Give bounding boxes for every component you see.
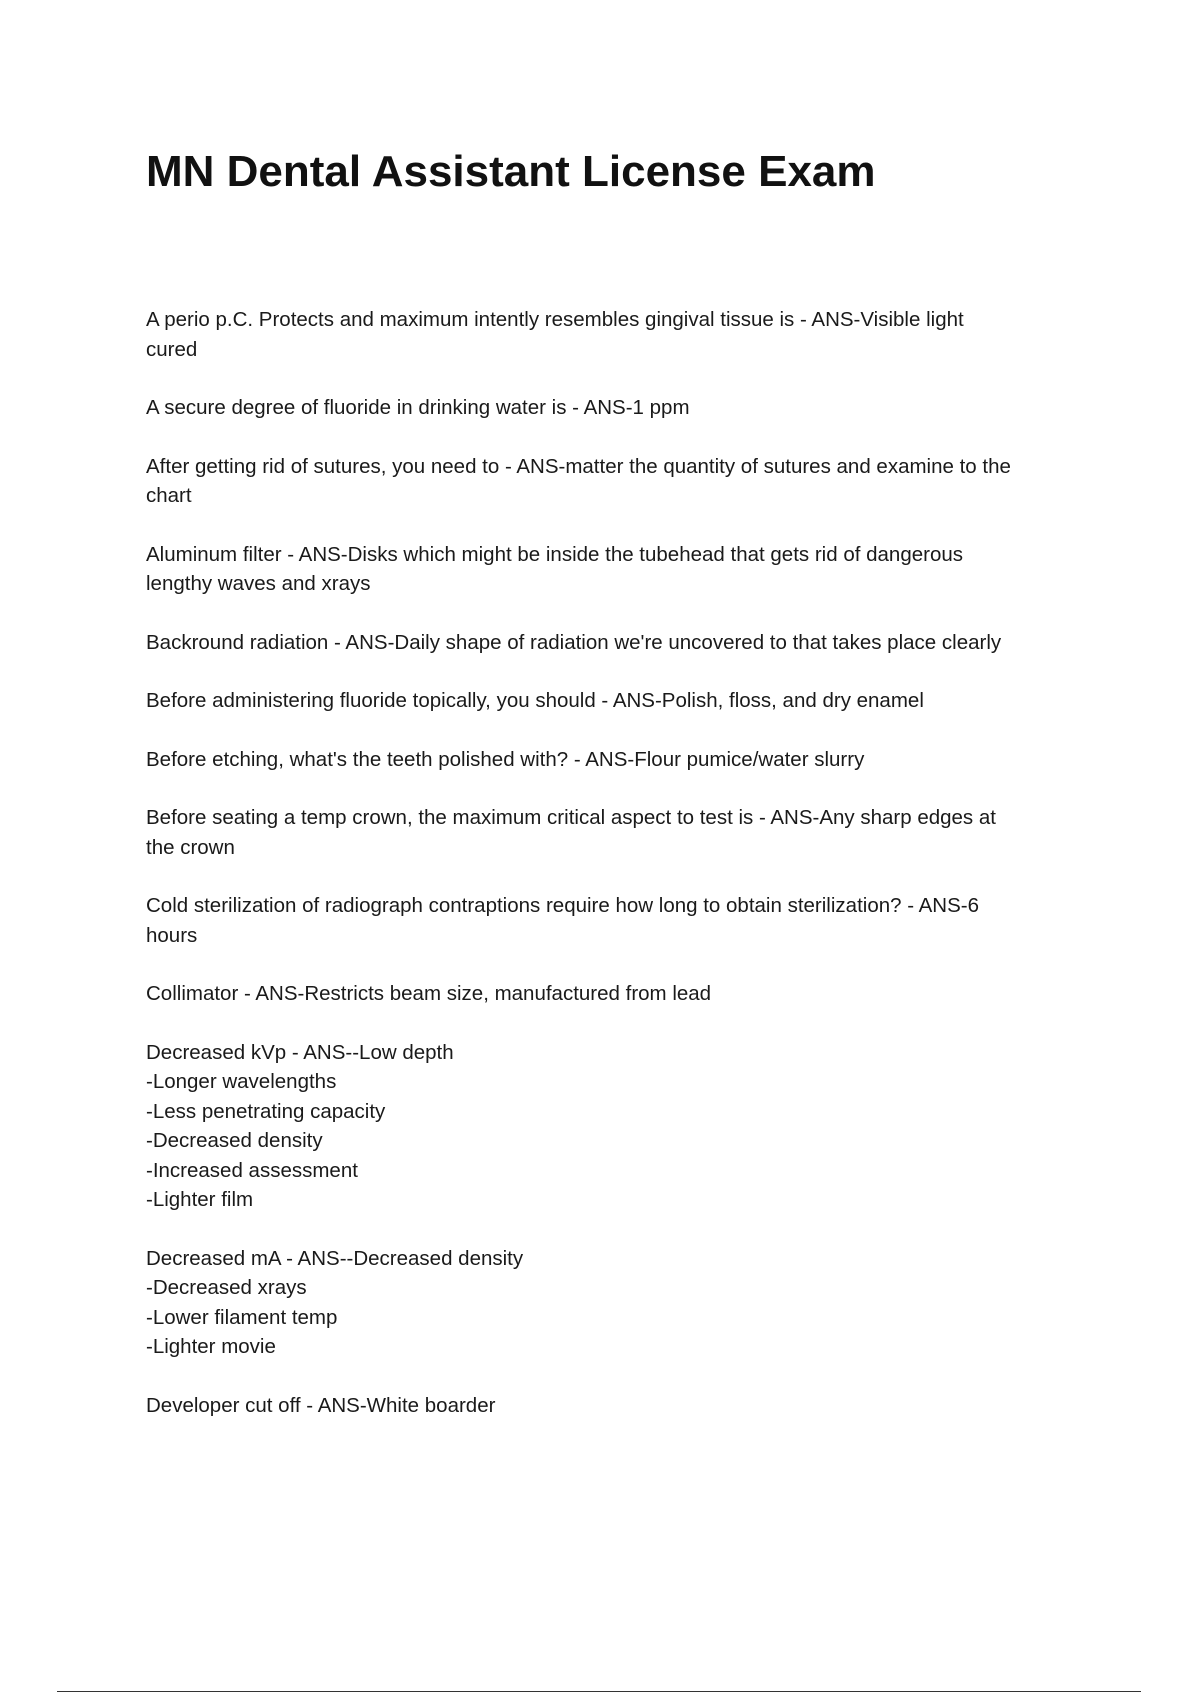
- qa-entry-line: Before etching, what's the teeth polished with? - ANS-Flour pumice/water slurry: [146, 747, 865, 771]
- footer-divider: [57, 1691, 1141, 1692]
- document-title: MN Dental Assistant License Exam: [146, 147, 876, 196]
- qa-entry-line: -Decreased density: [146, 1129, 323, 1152]
- qa-entry-line: Before administering fluoride topically, you should - ANS-Polish, floss, and dry enamel: [146, 689, 924, 712]
- qa-entry: [146, 628, 1096, 658]
- qa-entry-line: -Lighter movie: [146, 1335, 276, 1358]
- qa-entry-line: chart: [146, 484, 192, 507]
- qa-entry: [146, 1244, 1096, 1362]
- qa-entry-line: Decreased kVp - ANS--Low depth: [146, 1040, 454, 1064]
- qa-entry-line: Before seating a temp crown, the maximum critical aspect to test is - ANS-Any sharp edges at: [146, 806, 996, 829]
- qa-entry: [146, 891, 1096, 950]
- qa-entry-line: -Less penetrating capacity: [146, 1099, 386, 1123]
- qa-entry-line: Backround radiation - ANS-Daily shape of radiation we're uncovered to that takes place clearly: [146, 630, 1002, 654]
- qa-list: [146, 305, 1096, 1449]
- qa-entry-line: -Lighter film: [146, 1188, 254, 1211]
- qa-entry-line: -Increased assessment: [146, 1158, 358, 1182]
- qa-entry-line: Decreased mA - ANS--Decreased density: [146, 1246, 524, 1270]
- qa-entry-line: -Decreased xrays: [146, 1276, 307, 1299]
- qa-entry-line: Collimator - ANS-Restricts beam size, manufactured from lead: [146, 982, 712, 1005]
- qa-entry: [146, 979, 1096, 1009]
- qa-entry-line: After getting rid of sutures, you need to - ANS-matter the quantity of sutures and examine to the: [146, 454, 1011, 478]
- qa-entry: [146, 540, 1096, 599]
- qa-entry: [146, 452, 1096, 511]
- qa-entry: [146, 745, 1096, 775]
- qa-entry: [146, 686, 1096, 716]
- qa-entry: [146, 803, 1096, 862]
- qa-entry-line: cured: [146, 337, 198, 361]
- qa-entry-line: -Longer wavelengths: [146, 1070, 337, 1093]
- qa-entry-line: A perio p.C. Protects and maximum intently resembles gingival tissue is - ANS-Visible light: [146, 308, 964, 331]
- qa-entry: [146, 393, 1096, 423]
- qa-entry-line: -Lower filament temp: [146, 1305, 338, 1329]
- qa-entry: [146, 1391, 1096, 1421]
- qa-entry-line: A secure degree of fluoride in drinking water is - ANS-1 ppm: [146, 396, 690, 419]
- qa-entry-line: lengthy waves and xrays: [146, 572, 371, 595]
- qa-entry: [146, 305, 1096, 364]
- qa-entry: [146, 1038, 1096, 1215]
- qa-entry-line: Developer cut off - ANS-White boarder: [146, 1393, 496, 1417]
- qa-entry-line: the crown: [146, 835, 235, 859]
- qa-entry-line: hours: [146, 923, 198, 947]
- qa-entry-line: Cold sterilization of radiograph contraptions require how long to obtain sterilization? - ANS-6: [146, 894, 979, 917]
- qa-entry-line: Aluminum filter - ANS-Disks which might be inside the tubehead that gets rid of dangerous: [146, 542, 963, 566]
